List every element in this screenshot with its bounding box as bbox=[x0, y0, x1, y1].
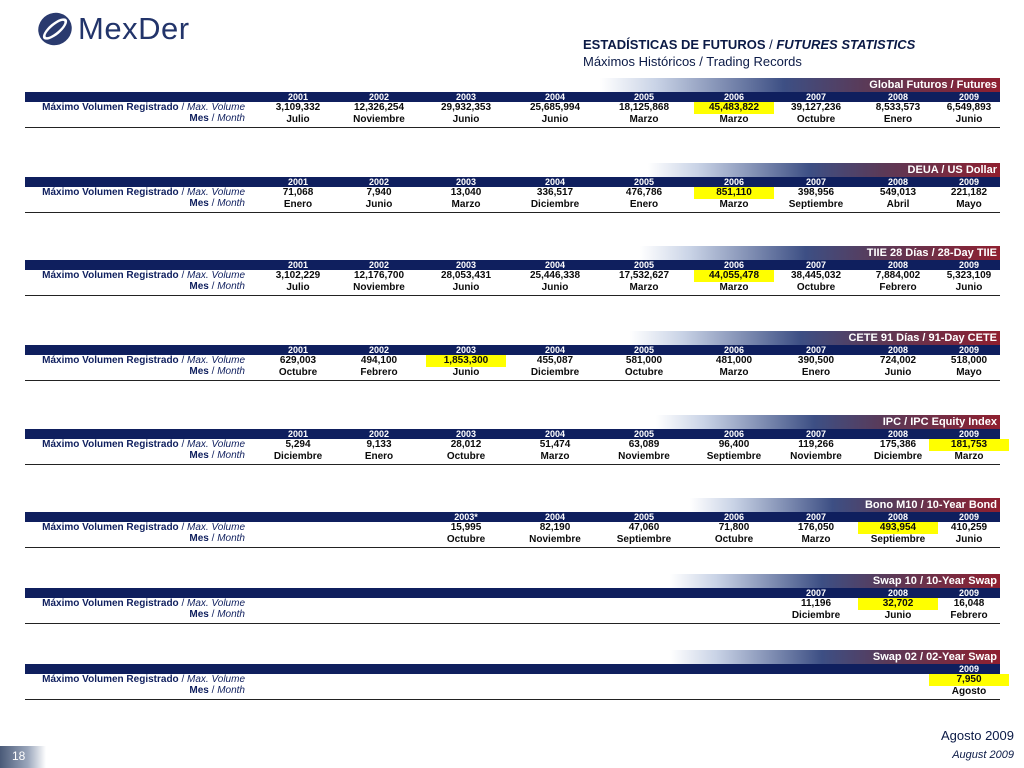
month-cell: Noviembre bbox=[353, 114, 405, 125]
month-cell: Septiembre bbox=[870, 534, 926, 545]
year-header: 2002 bbox=[368, 177, 390, 187]
year-header: 2003 bbox=[455, 345, 477, 355]
volume-cell: 39,127,236 bbox=[790, 102, 842, 113]
volume-cell: 410,259 bbox=[950, 522, 988, 533]
volume-cell: 51,474 bbox=[539, 439, 571, 450]
stats-table bbox=[25, 246, 1000, 298]
page-header bbox=[583, 36, 915, 70]
year-header: 2007 bbox=[805, 260, 827, 270]
month-cell: Junio bbox=[955, 282, 983, 293]
year-header: 2008 bbox=[887, 429, 909, 439]
volume-cell: 1,853,300 bbox=[426, 355, 506, 367]
month-cell: Enero bbox=[629, 199, 659, 210]
section-title: Bono M10 / 10-Year Bond bbox=[864, 499, 997, 511]
volume-cell: 581,000 bbox=[625, 355, 663, 366]
month-cell: Octubre bbox=[446, 451, 486, 462]
volume-cell: 17,532,627 bbox=[618, 270, 670, 281]
volume-cell: 32,702 bbox=[858, 598, 938, 610]
volume-cell: 455,087 bbox=[536, 355, 574, 366]
volume-row-label: Máximo Volumen Registrado / Max. Volume bbox=[42, 270, 245, 281]
page-subtitle: Máximos Históricos / Trading Records bbox=[583, 54, 802, 69]
volume-cell: 15,995 bbox=[450, 522, 482, 533]
month-cell: Diciembre bbox=[530, 199, 580, 210]
month-cell: Marzo bbox=[719, 199, 749, 210]
stats-table bbox=[25, 78, 1000, 130]
month-cell: Junio bbox=[955, 114, 983, 125]
volume-cell: 5,294 bbox=[285, 439, 311, 450]
month-cell: Junio bbox=[365, 199, 393, 210]
section-title: IPC / IPC Equity Index bbox=[882, 416, 997, 428]
year-header: 2008 bbox=[887, 512, 909, 522]
volume-row-label: Máximo Volumen Registrado / Max. Volume bbox=[42, 187, 245, 198]
month-cell: Junio bbox=[541, 282, 569, 293]
volume-cell: 47,060 bbox=[628, 522, 660, 533]
stats-table bbox=[25, 574, 1000, 626]
year-header: 2004 bbox=[544, 429, 566, 439]
volume-cell: 16,048 bbox=[953, 598, 985, 609]
year-header: 2007 bbox=[805, 92, 827, 102]
month-cell: Octubre bbox=[796, 282, 836, 293]
month-cell: Mayo bbox=[956, 367, 982, 378]
month-cell: Junio bbox=[452, 282, 480, 293]
month-cell: Marzo bbox=[719, 282, 749, 293]
year-header: 2006 bbox=[723, 429, 745, 439]
volume-cell: 25,446,338 bbox=[529, 270, 581, 281]
mexder-logo-icon bbox=[36, 10, 74, 48]
section-title: TIIE 28 Días / 28-Day TIIE bbox=[866, 247, 997, 259]
year-header: 2003 bbox=[455, 177, 477, 187]
volume-cell: 9,133 bbox=[366, 439, 392, 450]
year-header: 2009 bbox=[958, 664, 980, 674]
year-header: 2007 bbox=[805, 429, 827, 439]
year-header: 2006 bbox=[723, 92, 745, 102]
month-cell: Noviembre bbox=[353, 282, 405, 293]
volume-row-label: Máximo Volumen Registrado / Max. Volume bbox=[42, 355, 245, 366]
stats-table bbox=[25, 415, 1000, 467]
logo-text: MexDer bbox=[78, 11, 190, 46]
volume-cell: 29,932,353 bbox=[440, 102, 492, 113]
year-header: 2007 bbox=[805, 177, 827, 187]
volume-cell: 96,400 bbox=[718, 439, 750, 450]
month-row-label: Mes / Month bbox=[189, 198, 245, 209]
month-cell: Junio bbox=[541, 114, 569, 125]
year-header: 2006 bbox=[723, 260, 745, 270]
month-cell: Mayo bbox=[956, 199, 982, 210]
year-header-bar bbox=[25, 429, 1000, 439]
section-banner bbox=[630, 331, 1000, 346]
year-header: 2009 bbox=[958, 512, 980, 522]
month-cell: Marzo bbox=[801, 534, 831, 545]
month-row-label: Mes / Month bbox=[189, 450, 245, 461]
year-header: 2006 bbox=[723, 512, 745, 522]
section-banner bbox=[670, 650, 1000, 665]
month-cell: Diciembre bbox=[791, 610, 841, 621]
year-header: 2007 bbox=[805, 588, 827, 598]
year-header: 2009 bbox=[958, 429, 980, 439]
year-header: 2001 bbox=[287, 260, 309, 270]
volume-cell: 3,102,229 bbox=[275, 270, 321, 281]
year-header: 2007 bbox=[805, 345, 827, 355]
year-header: 2009 bbox=[958, 260, 980, 270]
section-title: Global Futuros / Futures bbox=[869, 79, 997, 91]
year-header: 2005 bbox=[633, 512, 655, 522]
year-header-bar bbox=[25, 345, 1000, 355]
year-header: 2009 bbox=[958, 92, 980, 102]
month-cell: Octubre bbox=[624, 367, 664, 378]
month-cell: Marzo bbox=[629, 114, 659, 125]
stats-table bbox=[25, 331, 1000, 383]
month-cell: Septiembre bbox=[788, 199, 844, 210]
month-cell: Junio bbox=[884, 610, 912, 621]
mexder-logo bbox=[36, 10, 190, 48]
volume-row-label: Máximo Volumen Registrado / Max. Volume bbox=[42, 439, 245, 450]
table-bottom-rule bbox=[25, 464, 1000, 465]
month-row-label: Mes / Month bbox=[189, 609, 245, 620]
table-bottom-rule bbox=[25, 127, 1000, 128]
section-title: DEUA / US Dollar bbox=[907, 164, 997, 176]
month-cell: Febrero bbox=[879, 282, 917, 293]
year-header: 2004 bbox=[544, 345, 566, 355]
volume-cell: 119,266 bbox=[798, 439, 834, 450]
year-header-bar bbox=[25, 664, 1000, 674]
section-banner bbox=[690, 498, 1000, 513]
month-row-label: Mes / Month bbox=[189, 281, 245, 292]
year-header: 2004 bbox=[544, 177, 566, 187]
volume-cell: 493,954 bbox=[858, 522, 938, 534]
year-header: 2006 bbox=[723, 345, 745, 355]
section-title: CETE 91 Días / 91-Day CETE bbox=[848, 332, 997, 344]
volume-cell: 13,040 bbox=[450, 187, 482, 198]
table-bottom-rule bbox=[25, 699, 1000, 700]
volume-cell: 5,323,109 bbox=[946, 270, 992, 281]
year-header: 2005 bbox=[633, 345, 655, 355]
year-header: 2008 bbox=[887, 588, 909, 598]
month-cell: Octubre bbox=[278, 367, 318, 378]
section-banner bbox=[600, 78, 1000, 93]
month-cell: Junio bbox=[452, 114, 480, 125]
volume-cell: 11,196 bbox=[800, 598, 832, 609]
volume-cell: 221,182 bbox=[950, 187, 988, 198]
month-cell: Enero bbox=[883, 114, 913, 125]
year-header-bar bbox=[25, 512, 1000, 522]
year-header: 2002 bbox=[368, 92, 390, 102]
month-cell: Julio bbox=[286, 114, 310, 125]
year-header: 2003 bbox=[455, 260, 477, 270]
section-banner bbox=[656, 415, 1000, 430]
month-cell: Abril bbox=[886, 199, 910, 210]
volume-cell: 82,190 bbox=[539, 522, 571, 533]
volume-cell: 71,800 bbox=[718, 522, 750, 533]
table-bottom-rule bbox=[25, 623, 1000, 624]
year-header: 2006 bbox=[723, 177, 745, 187]
volume-cell: 38,445,032 bbox=[790, 270, 842, 281]
volume-cell: 3,109,332 bbox=[275, 102, 321, 113]
year-header: 2009 bbox=[958, 345, 980, 355]
volume-cell: 518,000 bbox=[950, 355, 988, 366]
volume-cell: 7,884,002 bbox=[875, 270, 921, 281]
month-cell: Enero bbox=[283, 199, 313, 210]
volume-cell: 6,549,893 bbox=[946, 102, 992, 113]
year-header: 2005 bbox=[633, 429, 655, 439]
volume-cell: 71,068 bbox=[282, 187, 314, 198]
footer-date-en: August 2009 bbox=[952, 749, 1014, 761]
year-header-bar bbox=[25, 588, 1000, 598]
month-cell: Diciembre bbox=[873, 451, 923, 462]
stats-table bbox=[25, 650, 1000, 702]
volume-cell: 7,940 bbox=[366, 187, 392, 198]
year-header: 2003 bbox=[455, 92, 477, 102]
volume-cell: 481,000 bbox=[715, 355, 753, 366]
month-cell: Marzo bbox=[451, 199, 481, 210]
volume-cell: 28,053,431 bbox=[440, 270, 492, 281]
table-bottom-rule bbox=[25, 295, 1000, 296]
year-header: 2001 bbox=[287, 92, 309, 102]
month-row-label: Mes / Month bbox=[189, 685, 245, 696]
table-bottom-rule bbox=[25, 380, 1000, 381]
month-cell: Enero bbox=[364, 451, 394, 462]
month-cell: Febrero bbox=[360, 367, 398, 378]
month-cell: Marzo bbox=[629, 282, 659, 293]
month-cell: Agosto bbox=[951, 686, 987, 697]
page-number-box bbox=[0, 746, 46, 768]
month-cell: Noviembre bbox=[618, 451, 670, 462]
year-header: 2009 bbox=[958, 177, 980, 187]
year-header: 2004 bbox=[544, 260, 566, 270]
volume-cell: 476,786 bbox=[625, 187, 663, 198]
month-cell: Noviembre bbox=[529, 534, 581, 545]
month-cell: Octubre bbox=[446, 534, 486, 545]
month-cell: Marzo bbox=[719, 367, 749, 378]
month-cell: Junio bbox=[452, 367, 480, 378]
month-cell: Septiembre bbox=[616, 534, 672, 545]
volume-cell: 175,386 bbox=[879, 439, 917, 450]
volume-cell: 494,100 bbox=[360, 355, 398, 366]
page-number: 18 bbox=[12, 749, 26, 763]
volume-cell: 63,089 bbox=[628, 439, 660, 450]
volume-cell: 390,500 bbox=[797, 355, 835, 366]
section-banner bbox=[640, 246, 1000, 261]
year-header: 2001 bbox=[287, 429, 309, 439]
volume-cell: 45,483,822 bbox=[694, 102, 774, 114]
volume-cell: 12,326,254 bbox=[353, 102, 405, 113]
year-header: 2001 bbox=[287, 345, 309, 355]
year-header: 2004 bbox=[544, 512, 566, 522]
volume-cell: 724,002 bbox=[879, 355, 917, 366]
volume-cell: 7,950 bbox=[929, 674, 1009, 686]
year-header: 2005 bbox=[633, 260, 655, 270]
volume-cell: 629,003 bbox=[279, 355, 317, 366]
volume-cell: 549,013 bbox=[879, 187, 917, 198]
year-header: 2008 bbox=[887, 177, 909, 187]
volume-cell: 28,012 bbox=[450, 439, 482, 450]
volume-cell: 181,753 bbox=[929, 439, 1009, 451]
month-cell: Diciembre bbox=[273, 451, 323, 462]
year-header: 2004 bbox=[544, 92, 566, 102]
volume-cell: 176,050 bbox=[797, 522, 835, 533]
year-header: 2008 bbox=[887, 345, 909, 355]
year-header: 2001 bbox=[287, 177, 309, 187]
month-cell: Diciembre bbox=[530, 367, 580, 378]
year-header: 2005 bbox=[633, 177, 655, 187]
volume-cell: 12,176,700 bbox=[353, 270, 405, 281]
month-cell: Octubre bbox=[714, 534, 754, 545]
year-header: 2002 bbox=[368, 345, 390, 355]
stats-table bbox=[25, 163, 1000, 215]
stats-table bbox=[25, 498, 1000, 550]
year-header: 2005 bbox=[633, 92, 655, 102]
year-header-bar bbox=[25, 260, 1000, 270]
section-banner bbox=[648, 163, 1000, 178]
year-header: 2003 bbox=[455, 429, 477, 439]
volume-cell: 336,517 bbox=[536, 187, 574, 198]
month-cell: Octubre bbox=[796, 114, 836, 125]
footer-date-es: Agosto 2009 bbox=[940, 728, 1014, 743]
volume-row-label: Máximo Volumen Registrado / Max. Volume bbox=[42, 674, 245, 685]
year-header-bar bbox=[25, 177, 1000, 187]
month-row-label: Mes / Month bbox=[189, 533, 245, 544]
volume-row-label: Máximo Volumen Registrado / Max. Volume bbox=[42, 102, 245, 113]
month-row-label: Mes / Month bbox=[189, 113, 245, 124]
table-bottom-rule bbox=[25, 547, 1000, 548]
year-header: 2003* bbox=[454, 512, 478, 522]
month-cell: Junio bbox=[955, 534, 983, 545]
year-header: 2007 bbox=[805, 512, 827, 522]
year-header-bar bbox=[25, 92, 1000, 102]
volume-row-label: Máximo Volumen Registrado / Max. Volume bbox=[42, 598, 245, 609]
month-cell: Marzo bbox=[719, 114, 749, 125]
volume-cell: 44,055,478 bbox=[694, 270, 774, 282]
month-row-label: Mes / Month bbox=[189, 366, 245, 377]
table-bottom-rule bbox=[25, 212, 1000, 213]
section-title: Swap 10 / 10-Year Swap bbox=[872, 575, 997, 587]
year-header: 2008 bbox=[887, 260, 909, 270]
year-header: 2009 bbox=[958, 588, 980, 598]
volume-cell: 25,685,994 bbox=[529, 102, 581, 113]
volume-row-label: Máximo Volumen Registrado / Max. Volume bbox=[42, 522, 245, 533]
year-header: 2002 bbox=[368, 429, 390, 439]
volume-cell: 398,956 bbox=[797, 187, 835, 198]
month-cell: Marzo bbox=[954, 451, 984, 462]
month-cell: Febrero bbox=[950, 610, 988, 621]
month-cell: Julio bbox=[286, 282, 310, 293]
section-title: Swap 02 / 02-Year Swap bbox=[872, 651, 997, 663]
month-cell: Junio bbox=[884, 367, 912, 378]
volume-cell: 8,533,573 bbox=[875, 102, 921, 113]
month-cell: Septiembre bbox=[706, 451, 762, 462]
month-cell: Enero bbox=[801, 367, 831, 378]
section-banner bbox=[670, 574, 1000, 589]
year-header: 2002 bbox=[368, 260, 390, 270]
volume-cell: 18,125,868 bbox=[618, 102, 670, 113]
page-title: ESTADÍSTICAS DE FUTUROS / FUTURES STATISTICS bbox=[583, 37, 916, 52]
year-header: 2008 bbox=[887, 92, 909, 102]
month-cell: Marzo bbox=[540, 451, 570, 462]
month-cell: Noviembre bbox=[790, 451, 842, 462]
volume-cell: 851,110 bbox=[694, 187, 774, 199]
